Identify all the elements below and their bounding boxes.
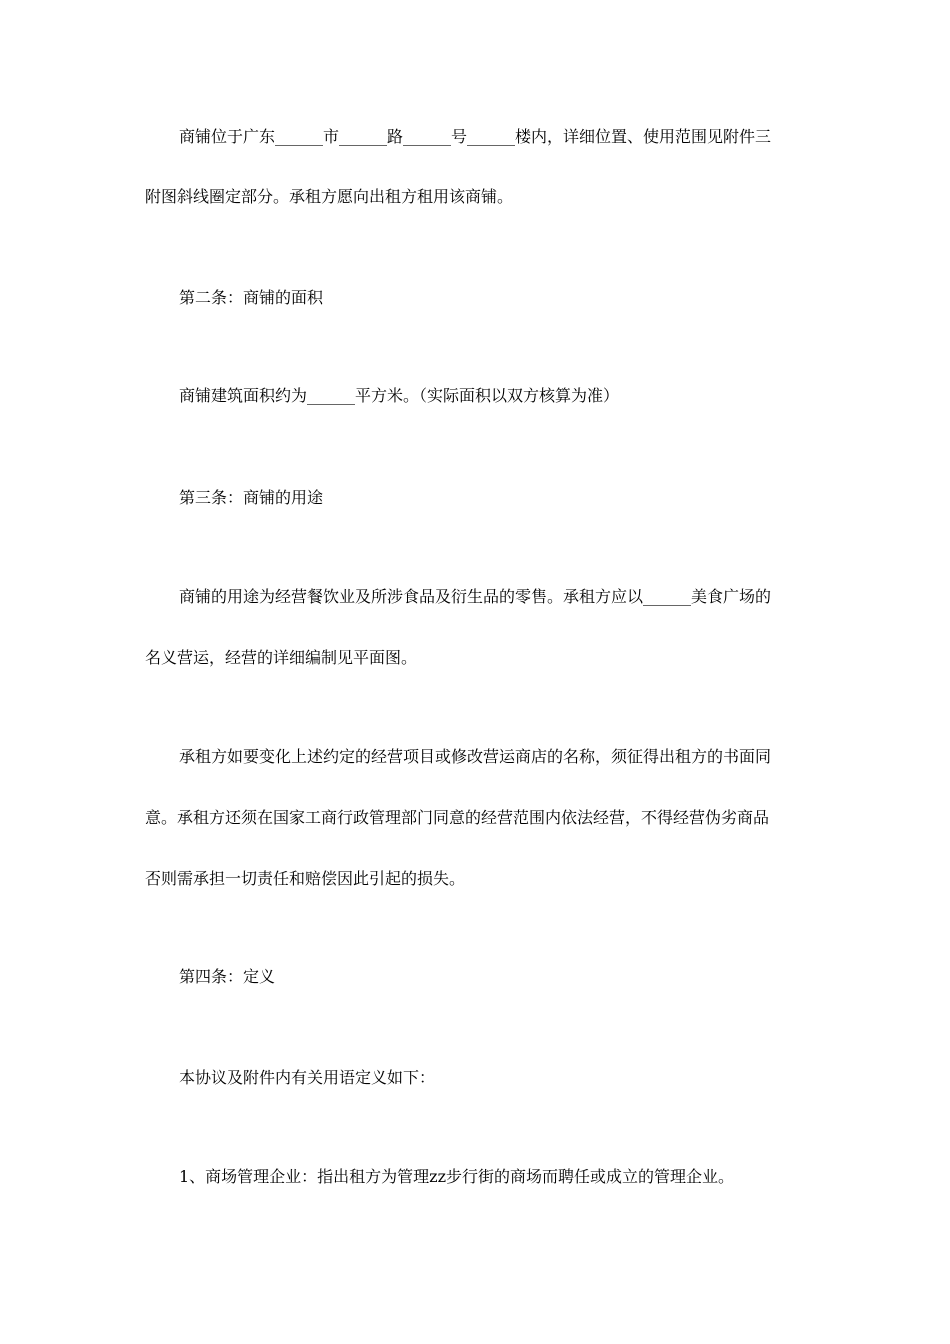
para-definitions-intro: 本协议及附件内有关用语定义如下： — [179, 1068, 436, 1087]
para-change-line-3: 否则需承担一切责任和赔偿因此引起的损失。 — [145, 869, 466, 888]
para-area: 商铺建筑面积约为______平方米。（实际面积以双方核算为准） — [179, 386, 620, 405]
para-use-line-1: 商铺的用途为经营餐饮业及所涉食品及衍生品的零售。承租方应以______美食广场的 — [179, 587, 772, 606]
definition-item-1: 1、商场管理企业：指出租方为管理zz步行街的商场而聘任或成立的管理企业。 — [179, 1167, 735, 1186]
para-location-line-1: 商铺位于广东______市______路______号______楼内，详细位置、使用范围见附件三 — [179, 127, 772, 146]
article-2-heading: 第二条：商铺的面积 — [179, 288, 324, 307]
article-4-heading: 第四条：定义 — [179, 967, 276, 986]
para-use-line-2: 名义营运，经营的详细编制见平面图。 — [145, 648, 418, 667]
para-location-line-2: 附图斜线圈定部分。承租方愿向出租方租用该商铺。 — [145, 187, 514, 206]
para-change-line-2: 意。承租方还须在国家工商行政管理部门同意的经营范围内依法经营，不得经营伪劣商品 — [145, 808, 770, 827]
article-3-heading: 第三条：商铺的用途 — [179, 488, 324, 507]
para-change-line-1: 承租方如要变化上述约定的经营项目或修改营运商店的名称，须征得出租方的书面同 — [179, 747, 772, 766]
